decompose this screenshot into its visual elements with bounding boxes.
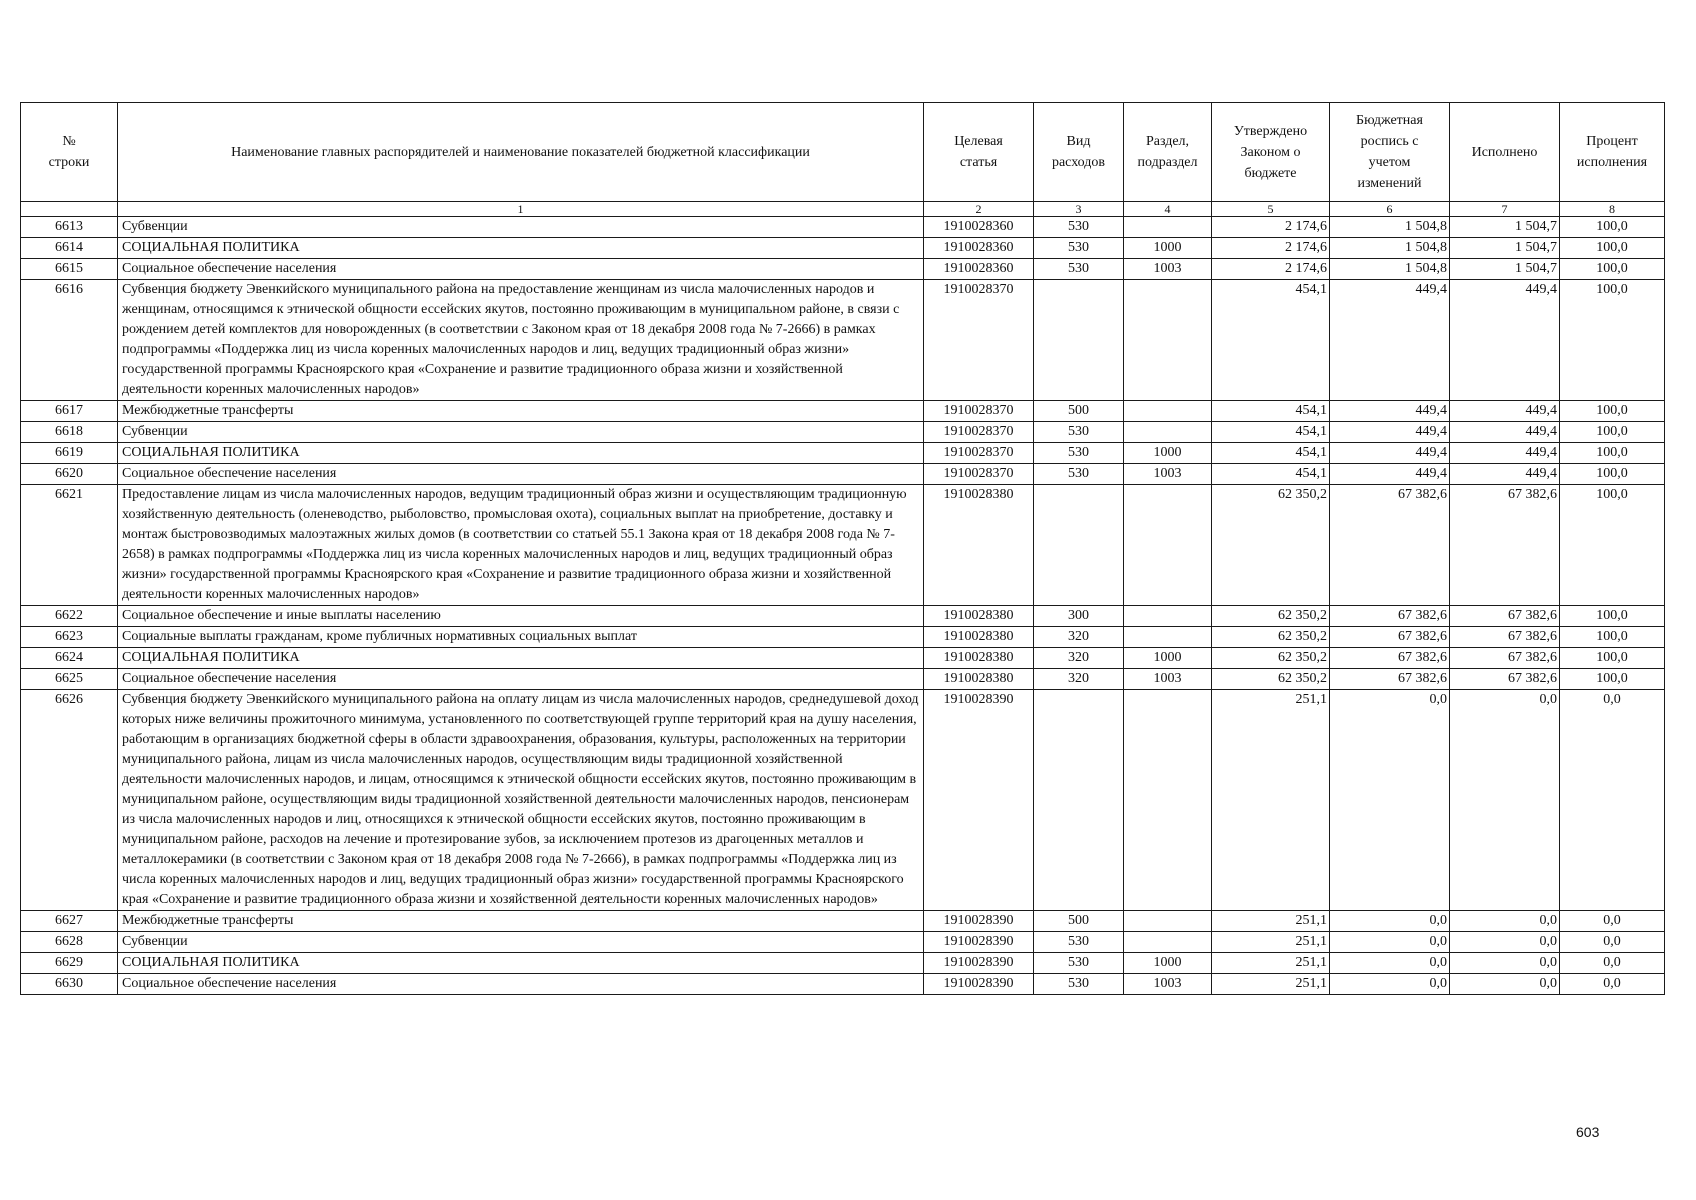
table-row xyxy=(21,974,1665,995)
row-line-number: 6617 xyxy=(21,401,118,422)
table-row xyxy=(21,669,1665,690)
row-executed: 67 382,6 xyxy=(1450,627,1560,648)
row-approved: 251,1 xyxy=(1212,974,1330,995)
table-row xyxy=(21,627,1665,648)
row-schedule: 449,4 xyxy=(1330,280,1450,401)
row-section xyxy=(1124,422,1212,443)
row-percent: 100,0 xyxy=(1560,280,1665,401)
row-schedule: 449,4 xyxy=(1330,443,1450,464)
row-target-article: 1910028370 xyxy=(924,401,1034,422)
row-name: СОЦИАЛЬНАЯ ПОЛИТИКА xyxy=(118,953,924,974)
row-name: СОЦИАЛЬНАЯ ПОЛИТИКА xyxy=(118,443,924,464)
table-header-row xyxy=(21,103,1665,202)
row-expense-kind: 530 xyxy=(1034,464,1124,485)
row-target-article: 1910028390 xyxy=(924,932,1034,953)
row-approved: 2 174,6 xyxy=(1212,259,1330,280)
column-number: 8 xyxy=(1560,202,1665,217)
row-line-number: 6630 xyxy=(21,974,118,995)
budget-execution-table xyxy=(20,102,1665,995)
row-schedule: 67 382,6 xyxy=(1330,485,1450,606)
row-approved: 62 350,2 xyxy=(1212,485,1330,606)
row-percent: 0,0 xyxy=(1560,974,1665,995)
row-expense-kind: 530 xyxy=(1034,932,1124,953)
header-schedule: Бюджетная роспись с учетом изменений xyxy=(1330,103,1450,202)
row-approved: 251,1 xyxy=(1212,690,1330,911)
row-schedule: 67 382,6 xyxy=(1330,669,1450,690)
row-schedule: 0,0 xyxy=(1330,974,1450,995)
row-executed: 0,0 xyxy=(1450,932,1560,953)
row-approved: 62 350,2 xyxy=(1212,669,1330,690)
header-executed: Исполнено xyxy=(1450,103,1560,202)
header-target-article: Целевая статья xyxy=(924,103,1034,202)
row-schedule: 67 382,6 xyxy=(1330,627,1450,648)
row-target-article: 1910028370 xyxy=(924,280,1034,401)
row-schedule: 449,4 xyxy=(1330,401,1450,422)
header-expense-kind: Вид расходов xyxy=(1034,103,1124,202)
row-approved: 62 350,2 xyxy=(1212,627,1330,648)
row-expense-kind xyxy=(1034,485,1124,606)
table-row xyxy=(21,280,1665,401)
row-percent: 100,0 xyxy=(1560,217,1665,238)
table-row xyxy=(21,259,1665,280)
row-executed: 1 504,7 xyxy=(1450,259,1560,280)
row-name: Социальное обеспечение населения xyxy=(118,974,924,995)
row-name: Субвенция бюджету Эвенкийского муниципального района на оплату лицам из числа малочисленных народов, среднедушевой доход которых ниже величины прожиточного минимума, установленного по соответствующей группе территорий края на душу населения, работающим в организациях бюджетной сферы в области здравоохранения, образования, культуры, расположенных на территории муниципального района, лицам из числа малочисленных народов, осуществляющим виды традиционной хозяйственной деятельности малочисленных народов, и лицам, относящимся к этнической общности ессейских якутов, постоянно проживающим в муниципальном районе, осуществляющим виды традиционной хозяйственной деятельности малочисленных народов, пенсионерам из числа малочисленных народов и лиц, относящихся к этнической общности ессейских якутов, постоянно проживающим в муниципальном районе, расходов на лечение и протезирование зубов, за исключением протезов из драгоценных металлов и металлокерамики (в соответствии с Законом края от 18 декабря 2008 года № 7-2666), в рамках подпрограммы «Поддержка лиц из числа коренных малочисленных народов и лиц, ведущих традиционный образ жизни» государственной программы Красноярского края «Сохранение и развитие традиционного образа жизни и хозяйственной деятельности коренных малочисленных народов» xyxy=(118,690,924,911)
row-executed: 0,0 xyxy=(1450,690,1560,911)
row-expense-kind: 530 xyxy=(1034,443,1124,464)
row-percent: 100,0 xyxy=(1560,259,1665,280)
row-approved: 454,1 xyxy=(1212,464,1330,485)
row-section: 1000 xyxy=(1124,648,1212,669)
column-number: 7 xyxy=(1450,202,1560,217)
table-row xyxy=(21,217,1665,238)
row-name: СОЦИАЛЬНАЯ ПОЛИТИКА xyxy=(118,648,924,669)
row-percent: 0,0 xyxy=(1560,953,1665,974)
row-name: Субвенции xyxy=(118,422,924,443)
row-name: Социальное обеспечение и иные выплаты населению xyxy=(118,606,924,627)
row-percent: 100,0 xyxy=(1560,238,1665,259)
column-number: 6 xyxy=(1330,202,1450,217)
row-schedule: 0,0 xyxy=(1330,953,1450,974)
row-name: СОЦИАЛЬНАЯ ПОЛИТИКА xyxy=(118,238,924,259)
row-executed: 67 382,6 xyxy=(1450,485,1560,606)
row-expense-kind: 320 xyxy=(1034,669,1124,690)
row-executed: 67 382,6 xyxy=(1450,648,1560,669)
row-target-article: 1910028360 xyxy=(924,238,1034,259)
row-percent: 100,0 xyxy=(1560,648,1665,669)
header-name: Наименование главных распорядителей и наименование показателей бюджетной классификации xyxy=(118,103,924,202)
row-target-article: 1910028380 xyxy=(924,648,1034,669)
row-line-number: 6619 xyxy=(21,443,118,464)
row-section xyxy=(1124,932,1212,953)
row-expense-kind: 530 xyxy=(1034,974,1124,995)
row-expense-kind: 500 xyxy=(1034,401,1124,422)
row-percent: 100,0 xyxy=(1560,606,1665,627)
row-executed: 67 382,6 xyxy=(1450,669,1560,690)
column-number-row xyxy=(21,202,1665,217)
column-number: 4 xyxy=(1124,202,1212,217)
row-section: 1003 xyxy=(1124,974,1212,995)
row-percent: 100,0 xyxy=(1560,627,1665,648)
page-number: 603 xyxy=(1576,1124,1600,1140)
row-section: 1003 xyxy=(1124,464,1212,485)
row-schedule: 0,0 xyxy=(1330,911,1450,932)
row-section xyxy=(1124,280,1212,401)
row-line-number: 6616 xyxy=(21,280,118,401)
row-line-number: 6624 xyxy=(21,648,118,669)
row-approved: 2 174,6 xyxy=(1212,217,1330,238)
row-expense-kind: 500 xyxy=(1034,911,1124,932)
row-executed: 449,4 xyxy=(1450,422,1560,443)
row-line-number: 6622 xyxy=(21,606,118,627)
row-percent: 0,0 xyxy=(1560,690,1665,911)
table-row xyxy=(21,238,1665,259)
row-executed: 1 504,7 xyxy=(1450,217,1560,238)
table-row xyxy=(21,485,1665,606)
row-section: 1000 xyxy=(1124,238,1212,259)
row-expense-kind: 530 xyxy=(1034,238,1124,259)
row-name: Субвенции xyxy=(118,932,924,953)
row-expense-kind xyxy=(1034,690,1124,911)
row-section: 1003 xyxy=(1124,669,1212,690)
row-line-number: 6623 xyxy=(21,627,118,648)
column-number: 1 xyxy=(118,202,924,217)
row-line-number: 6627 xyxy=(21,911,118,932)
row-target-article: 1910028370 xyxy=(924,443,1034,464)
row-section xyxy=(1124,690,1212,911)
column-number: 5 xyxy=(1212,202,1330,217)
header-line-number: № строки xyxy=(21,103,118,202)
table-body xyxy=(21,217,1665,995)
row-executed: 1 504,7 xyxy=(1450,238,1560,259)
row-target-article: 1910028370 xyxy=(924,422,1034,443)
header-section: Раздел, подраздел xyxy=(1124,103,1212,202)
row-line-number: 6614 xyxy=(21,238,118,259)
row-name: Субвенции xyxy=(118,217,924,238)
column-number: 2 xyxy=(924,202,1034,217)
row-target-article: 1910028390 xyxy=(924,974,1034,995)
row-name: Межбюджетные трансферты xyxy=(118,401,924,422)
row-expense-kind xyxy=(1034,280,1124,401)
row-target-article: 1910028370 xyxy=(924,464,1034,485)
row-executed: 449,4 xyxy=(1450,443,1560,464)
row-name: Предоставление лицам из числа малочисленных народов, ведущим традиционный образ жизни и осуществляющим традиционную хозяйственную деятельность (оленеводство, рыболовство, промысловая охота), социальных выплат на приобретение, доставку и монтаж быстровозводимых малоэтажных жилых домов (в соответствии со статьей 55.1 Закона края от 18 декабря 2008 года № 7-2658) в рамках подпрограммы «Поддержка лиц из числа коренных малочисленных народов и лиц, ведущих традиционный образ жизни» государственной программы Красноярского края «Сохранение и развитие традиционного образа жизни и хозяйственной деятельности коренных малочисленных народов» xyxy=(118,485,924,606)
row-target-article: 1910028390 xyxy=(924,690,1034,911)
row-section xyxy=(1124,911,1212,932)
row-section xyxy=(1124,217,1212,238)
row-name: Социальное обеспечение населения xyxy=(118,464,924,485)
row-section xyxy=(1124,627,1212,648)
row-expense-kind: 530 xyxy=(1034,422,1124,443)
row-line-number: 6613 xyxy=(21,217,118,238)
row-name: Социальное обеспечение населения xyxy=(118,669,924,690)
row-expense-kind: 300 xyxy=(1034,606,1124,627)
row-name: Межбюджетные трансферты xyxy=(118,911,924,932)
row-schedule: 0,0 xyxy=(1330,690,1450,911)
row-approved: 62 350,2 xyxy=(1212,648,1330,669)
row-percent: 100,0 xyxy=(1560,485,1665,606)
row-section xyxy=(1124,485,1212,606)
row-approved: 251,1 xyxy=(1212,932,1330,953)
row-target-article: 1910028360 xyxy=(924,259,1034,280)
row-target-article: 1910028390 xyxy=(924,911,1034,932)
row-section: 1003 xyxy=(1124,259,1212,280)
row-schedule: 1 504,8 xyxy=(1330,238,1450,259)
row-expense-kind: 320 xyxy=(1034,648,1124,669)
row-target-article: 1910028360 xyxy=(924,217,1034,238)
table-row xyxy=(21,690,1665,911)
row-schedule: 67 382,6 xyxy=(1330,648,1450,669)
row-expense-kind: 530 xyxy=(1034,259,1124,280)
row-percent: 0,0 xyxy=(1560,932,1665,953)
row-expense-kind: 320 xyxy=(1034,627,1124,648)
row-approved: 62 350,2 xyxy=(1212,606,1330,627)
row-executed: 0,0 xyxy=(1450,911,1560,932)
row-section: 1000 xyxy=(1124,443,1212,464)
row-line-number: 6615 xyxy=(21,259,118,280)
table-row xyxy=(21,606,1665,627)
row-executed: 0,0 xyxy=(1450,974,1560,995)
table-row xyxy=(21,911,1665,932)
row-target-article: 1910028380 xyxy=(924,606,1034,627)
row-schedule: 0,0 xyxy=(1330,932,1450,953)
table-row xyxy=(21,443,1665,464)
column-number: 3 xyxy=(1034,202,1124,217)
row-line-number: 6620 xyxy=(21,464,118,485)
row-schedule: 449,4 xyxy=(1330,422,1450,443)
row-schedule: 1 504,8 xyxy=(1330,217,1450,238)
row-expense-kind: 530 xyxy=(1034,953,1124,974)
row-percent: 100,0 xyxy=(1560,443,1665,464)
row-percent: 100,0 xyxy=(1560,401,1665,422)
column-number xyxy=(21,202,118,217)
row-percent: 100,0 xyxy=(1560,422,1665,443)
row-executed: 0,0 xyxy=(1450,953,1560,974)
row-target-article: 1910028380 xyxy=(924,485,1034,606)
row-name: Социальные выплаты гражданам, кроме публичных нормативных социальных выплат xyxy=(118,627,924,648)
row-approved: 2 174,6 xyxy=(1212,238,1330,259)
row-target-article: 1910028380 xyxy=(924,669,1034,690)
row-line-number: 6625 xyxy=(21,669,118,690)
row-section xyxy=(1124,606,1212,627)
header-approved: Утверждено Законом о бюджете xyxy=(1212,103,1330,202)
header-percent: Процент исполнения xyxy=(1560,103,1665,202)
row-executed: 449,4 xyxy=(1450,280,1560,401)
row-schedule: 449,4 xyxy=(1330,464,1450,485)
row-approved: 454,1 xyxy=(1212,280,1330,401)
row-approved: 454,1 xyxy=(1212,422,1330,443)
table-row xyxy=(21,953,1665,974)
row-percent: 100,0 xyxy=(1560,464,1665,485)
table-row xyxy=(21,422,1665,443)
row-section: 1000 xyxy=(1124,953,1212,974)
row-approved: 251,1 xyxy=(1212,911,1330,932)
row-executed: 67 382,6 xyxy=(1450,606,1560,627)
row-line-number: 6626 xyxy=(21,690,118,911)
row-executed: 449,4 xyxy=(1450,401,1560,422)
row-line-number: 6629 xyxy=(21,953,118,974)
row-approved: 454,1 xyxy=(1212,443,1330,464)
row-line-number: 6618 xyxy=(21,422,118,443)
table-row xyxy=(21,648,1665,669)
row-executed: 449,4 xyxy=(1450,464,1560,485)
table-row xyxy=(21,401,1665,422)
row-approved: 454,1 xyxy=(1212,401,1330,422)
row-percent: 0,0 xyxy=(1560,911,1665,932)
row-line-number: 6628 xyxy=(21,932,118,953)
table-row xyxy=(21,932,1665,953)
row-line-number: 6621 xyxy=(21,485,118,606)
row-section xyxy=(1124,401,1212,422)
row-name: Социальное обеспечение населения xyxy=(118,259,924,280)
row-percent: 100,0 xyxy=(1560,669,1665,690)
row-expense-kind: 530 xyxy=(1034,217,1124,238)
table-row xyxy=(21,464,1665,485)
row-target-article: 1910028390 xyxy=(924,953,1034,974)
row-name: Субвенция бюджету Эвенкийского муниципального района на предоставление женщинам из числа малочисленных народов и женщинам, относящимся к этнической общности ессейских якутов, постоянно проживающим в муниципальном районе, в связи с рождением детей комплектов для новорожденных (в соответствии с Законом края от 18 декабря 2008 года № 7-2666) в рамках подпрограммы «Поддержка лиц из числа коренных малочисленных народов и лиц, ведущих традиционный образ жизни» государственной программы Красноярского края «Сохранение и развитие традиционного образа жизни и хозяйственной деятельности коренных малочисленных народов» xyxy=(118,280,924,401)
row-approved: 251,1 xyxy=(1212,953,1330,974)
row-schedule: 67 382,6 xyxy=(1330,606,1450,627)
budget-table-page xyxy=(20,102,1664,995)
row-schedule: 1 504,8 xyxy=(1330,259,1450,280)
row-target-article: 1910028380 xyxy=(924,627,1034,648)
